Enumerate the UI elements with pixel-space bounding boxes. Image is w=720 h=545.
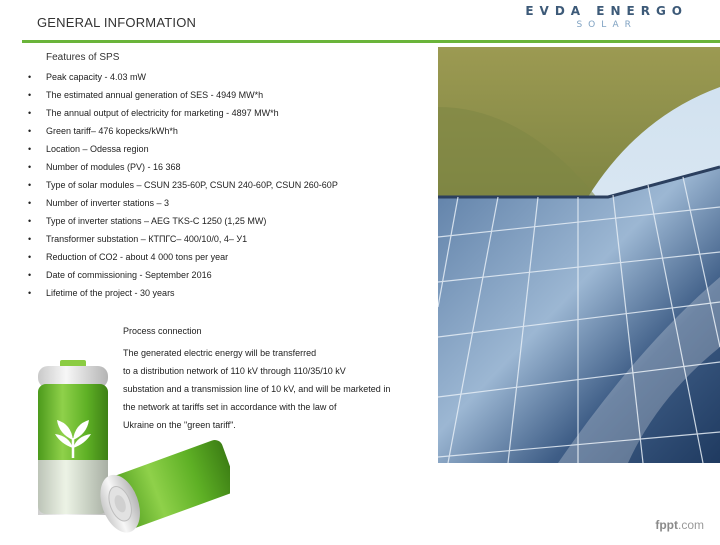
list-item — [24, 176, 338, 194]
list-item — [24, 266, 338, 284]
feature-text: Transformer substation – КТПГС– 400/10/0, 4– У1 — [46, 234, 248, 244]
bullet-icon: • — [28, 234, 32, 244]
bullet-icon: • — [28, 180, 32, 190]
process-line: Ukraine on the "green tariff". — [123, 420, 236, 430]
page-title: GENERAL INFORMATION — [37, 15, 197, 30]
company-logo — [525, 4, 688, 30]
feature-text: Green tariff– 476 kopecks/kWh*h — [46, 126, 178, 136]
list-item — [24, 158, 338, 176]
list-item — [24, 122, 338, 140]
list-item — [24, 230, 338, 248]
feature-text: Type of solar modules – CSUN 235-60P, CSUN 240-60P, CSUN 260-60P — [46, 180, 338, 190]
feature-text: Lifetime of the project - 30 years — [46, 288, 175, 298]
logo-brand: EVDA ENERGO — [525, 4, 688, 18]
features-list — [24, 68, 338, 302]
feature-text: Peak capacity - 4.03 mW — [46, 72, 147, 82]
solar-panels-photo — [438, 47, 720, 463]
bullet-icon: • — [28, 144, 32, 154]
footer-brand — [655, 518, 704, 532]
list-item — [24, 140, 338, 158]
header-divider — [22, 40, 720, 43]
battery-illustration — [30, 360, 230, 545]
process-heading: Process connection — [123, 326, 202, 336]
features-heading: Features of SPS — [46, 52, 120, 63]
bullet-icon: • — [28, 198, 32, 208]
list-item — [24, 86, 338, 104]
list-item — [24, 248, 338, 266]
bullet-icon: • — [28, 288, 32, 298]
process-line: to a distribution network of 110 kV through 110/35/10 kV — [123, 366, 346, 376]
list-item — [24, 194, 338, 212]
footer-brand-name: fppt — [655, 518, 678, 532]
feature-text: Number of modules (PV) - 16 368 — [46, 162, 181, 172]
feature-text: Date of commissioning - September 2016 — [46, 270, 212, 280]
bullet-icon: • — [28, 162, 32, 172]
footer-brand-tld: .com — [677, 518, 704, 532]
feature-text: Number of inverter stations – 3 — [46, 198, 170, 208]
bullet-icon: • — [28, 90, 32, 100]
process-line: The generated electric energy will be transferred — [123, 348, 317, 358]
bullet-icon: • — [28, 270, 32, 280]
process-line: the network at tariffs set in accordance with the law of — [123, 402, 337, 412]
list-item — [24, 284, 338, 302]
feature-text: The estimated annual generation of SES - 4949 MW*h — [46, 90, 264, 100]
logo-subtitle: SOLAR — [576, 20, 637, 30]
feature-text: Reduction of CO2 - about 4 000 tons per year — [46, 252, 229, 262]
process-line: substation and a transmission line of 10 kV, and will be marketed in — [123, 384, 391, 394]
bullet-icon: • — [28, 72, 32, 82]
feature-text: Type of inverter stations – AEG TKS-C 1250 (1,25 MW) — [46, 216, 267, 226]
bullet-icon: • — [28, 126, 32, 136]
feature-text: The annual output of electricity for marketing - 4897 MW*h — [46, 108, 279, 118]
bullet-icon: • — [28, 252, 32, 262]
feature-text: Location – Odessa region — [46, 144, 149, 154]
list-item — [24, 68, 338, 86]
list-item — [24, 212, 338, 230]
bullet-icon: • — [28, 108, 32, 118]
bullet-icon: • — [28, 216, 32, 226]
list-item — [24, 104, 338, 122]
